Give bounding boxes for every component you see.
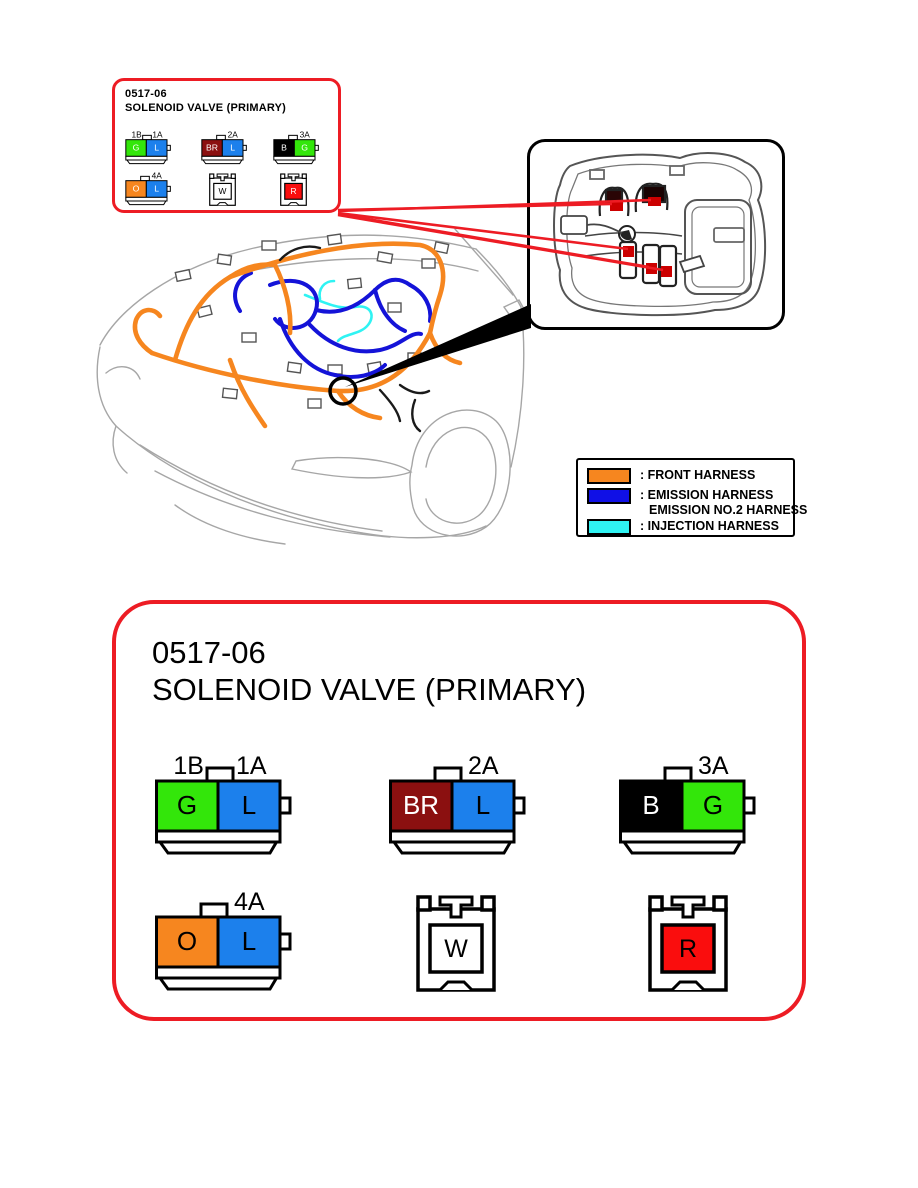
svg-text:G: G (301, 142, 309, 153)
svg-text:O: O (132, 183, 140, 194)
injection-harness-label: : INJECTION HARNESS (640, 519, 779, 533)
section-title: SOLENOID VALVE (PRIMARY) (152, 672, 587, 707)
connector-1b-1a (154, 752, 304, 867)
connector-w (410, 894, 502, 1009)
front-harness-swatch (587, 468, 631, 484)
emission-no2-harness-label: EMISSION NO.2 HARNESS (649, 503, 808, 517)
connector-r (642, 894, 734, 1009)
svg-text:2A: 2A (227, 130, 238, 140)
svg-text:1A: 1A (236, 752, 267, 780)
harness-color-legend (576, 458, 808, 537)
front-harness-label: : FRONT HARNESS (640, 468, 756, 482)
svg-text:1B: 1B (173, 752, 204, 780)
svg-text:G: G (702, 790, 724, 820)
solenoid-valve-panel (112, 600, 806, 1021)
svg-text:G: G (132, 142, 140, 153)
svg-text:L: L (154, 183, 160, 194)
svg-text:BR: BR (402, 790, 440, 820)
svg-text:3A: 3A (299, 130, 310, 140)
svg-text:4A: 4A (234, 888, 265, 916)
emission-harness-label: : EMISSION HARNESS (640, 488, 774, 502)
svg-text:2A: 2A (468, 752, 499, 780)
connector-1b-1a-mini (125, 130, 175, 172)
connector-4a (154, 888, 304, 1003)
svg-text:1B: 1B (131, 130, 142, 140)
overview-section-title: SOLENOID VALVE (PRIMARY) (125, 102, 287, 114)
connector-2a (388, 752, 538, 867)
svg-text:L: L (241, 926, 257, 956)
svg-text:1A: 1A (152, 130, 163, 140)
svg-text:L: L (241, 790, 257, 820)
svg-text:L: L (154, 142, 160, 153)
svg-text:L: L (230, 142, 236, 153)
connector-4a-mini (125, 171, 175, 213)
connector-w-mini (207, 173, 238, 215)
svg-text:R: R (678, 935, 698, 963)
svg-text:R: R (290, 186, 297, 197)
connector-3a-mini (273, 130, 323, 172)
connector-2a-mini (201, 130, 251, 172)
overview-panel (112, 78, 341, 213)
solenoid-location-drawing (530, 142, 781, 326)
connector-r-mini (278, 173, 309, 215)
detail-callout-panel (527, 139, 785, 330)
svg-text:W: W (218, 186, 227, 197)
svg-text:L: L (475, 790, 491, 820)
connector-3a (618, 752, 768, 867)
svg-text:4A: 4A (151, 171, 162, 181)
svg-text:3A: 3A (698, 752, 729, 780)
svg-text:O: O (176, 926, 198, 956)
injection-harness-swatch (587, 519, 631, 535)
svg-text:G: G (176, 790, 198, 820)
vehicle-engine-bay-illustration (80, 215, 530, 555)
svg-text:B: B (642, 790, 660, 820)
emission-harness-swatch (587, 488, 631, 504)
overview-section-code: 0517-06 (125, 88, 167, 100)
svg-text:BR: BR (205, 142, 219, 153)
svg-text:B: B (281, 142, 287, 153)
section-code: 0517-06 (152, 635, 266, 670)
svg-text:W: W (444, 935, 468, 963)
